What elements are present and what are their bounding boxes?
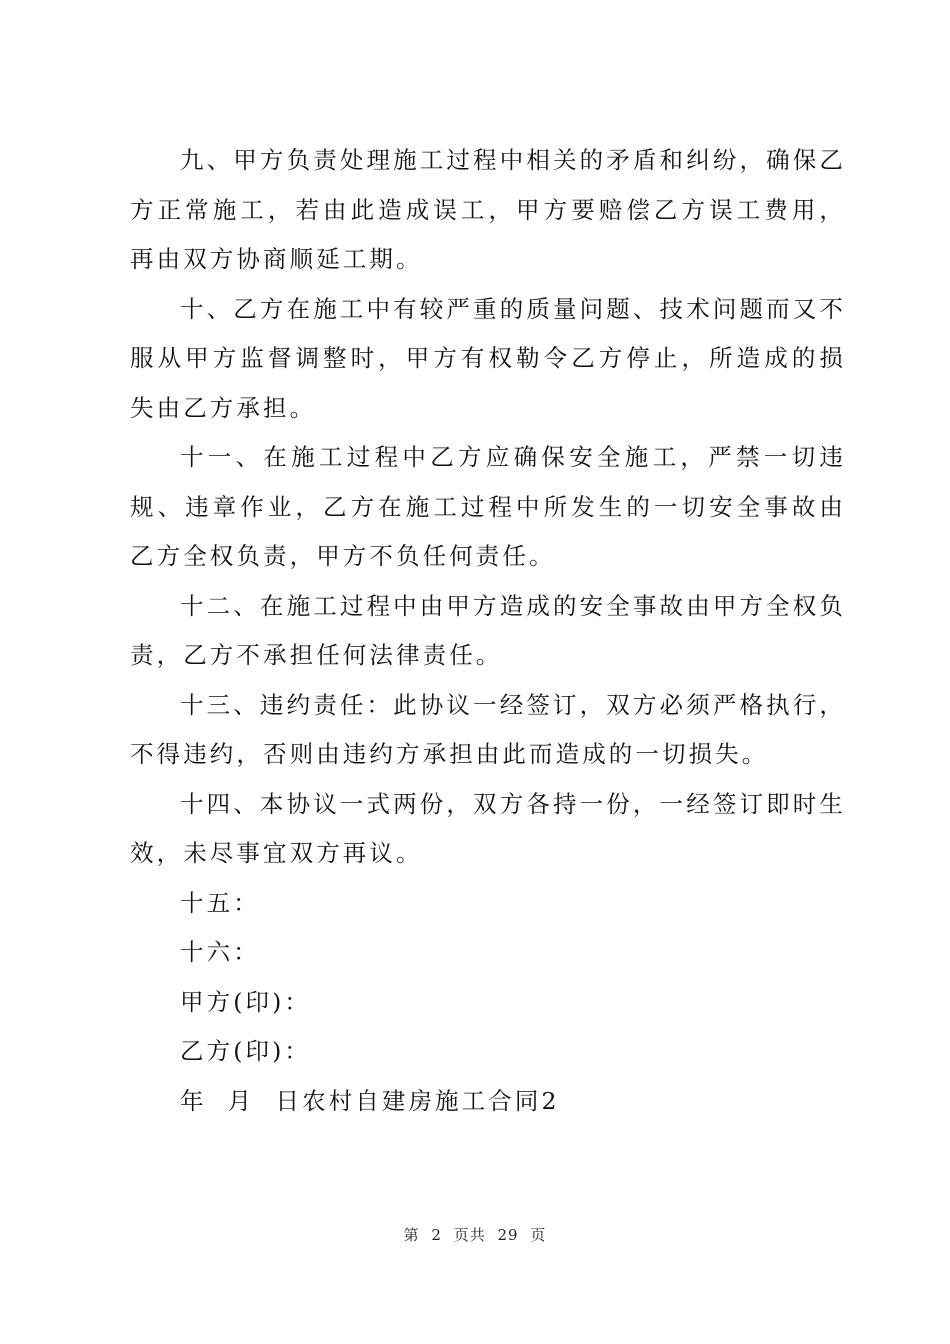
date-and-next-title: 年 月 日农村自建房施工合同2	[180, 1086, 560, 1115]
clause-12: 十二、在施工过程中由甲方造成的安全事故由甲方全权负责，乙方不承担任何法律责任。	[130, 591, 846, 669]
clause-14: 十四、本协议一式两份，双方各持一份，一经签订即时生效，未尽事宜双方再议。	[130, 789, 846, 867]
document-body	[130, 136, 846, 1126]
party-a-seal: 甲方(印)：	[180, 987, 311, 1016]
clause-13: 十三、违约责任：此协议一经签订，双方必须严格执行，不得违约，否则由违约方承担由此而造成的一切损失。	[130, 690, 846, 768]
page-number-footer: 第 2 页共 29 页	[403, 1226, 547, 1244]
clause-15: 十五：	[180, 888, 260, 917]
clause-16: 十六：	[180, 938, 260, 966]
clause-10: 十、乙方在施工中有较严重的质量问题、技术问题而又不服从甲方监督调整时，甲方有权勒令乙方停止，所造成的损失由乙方承担。	[130, 294, 846, 422]
clause-9: 九、甲方负责处理施工过程中相关的矛盾和纠纷，确保乙方正常施工，若由此造成误工，甲方要赔偿乙方误工费用，再由双方协商顺延工期。	[130, 146, 846, 273]
clause-11: 十一、在施工过程中乙方应确保安全施工，严禁一切违规、违章作业，乙方在施工过程中所发生的一切安全事故由乙方全权负责，甲方不负任何责任。	[130, 443, 846, 570]
party-b-seal: 乙方(印)：	[180, 1037, 311, 1065]
